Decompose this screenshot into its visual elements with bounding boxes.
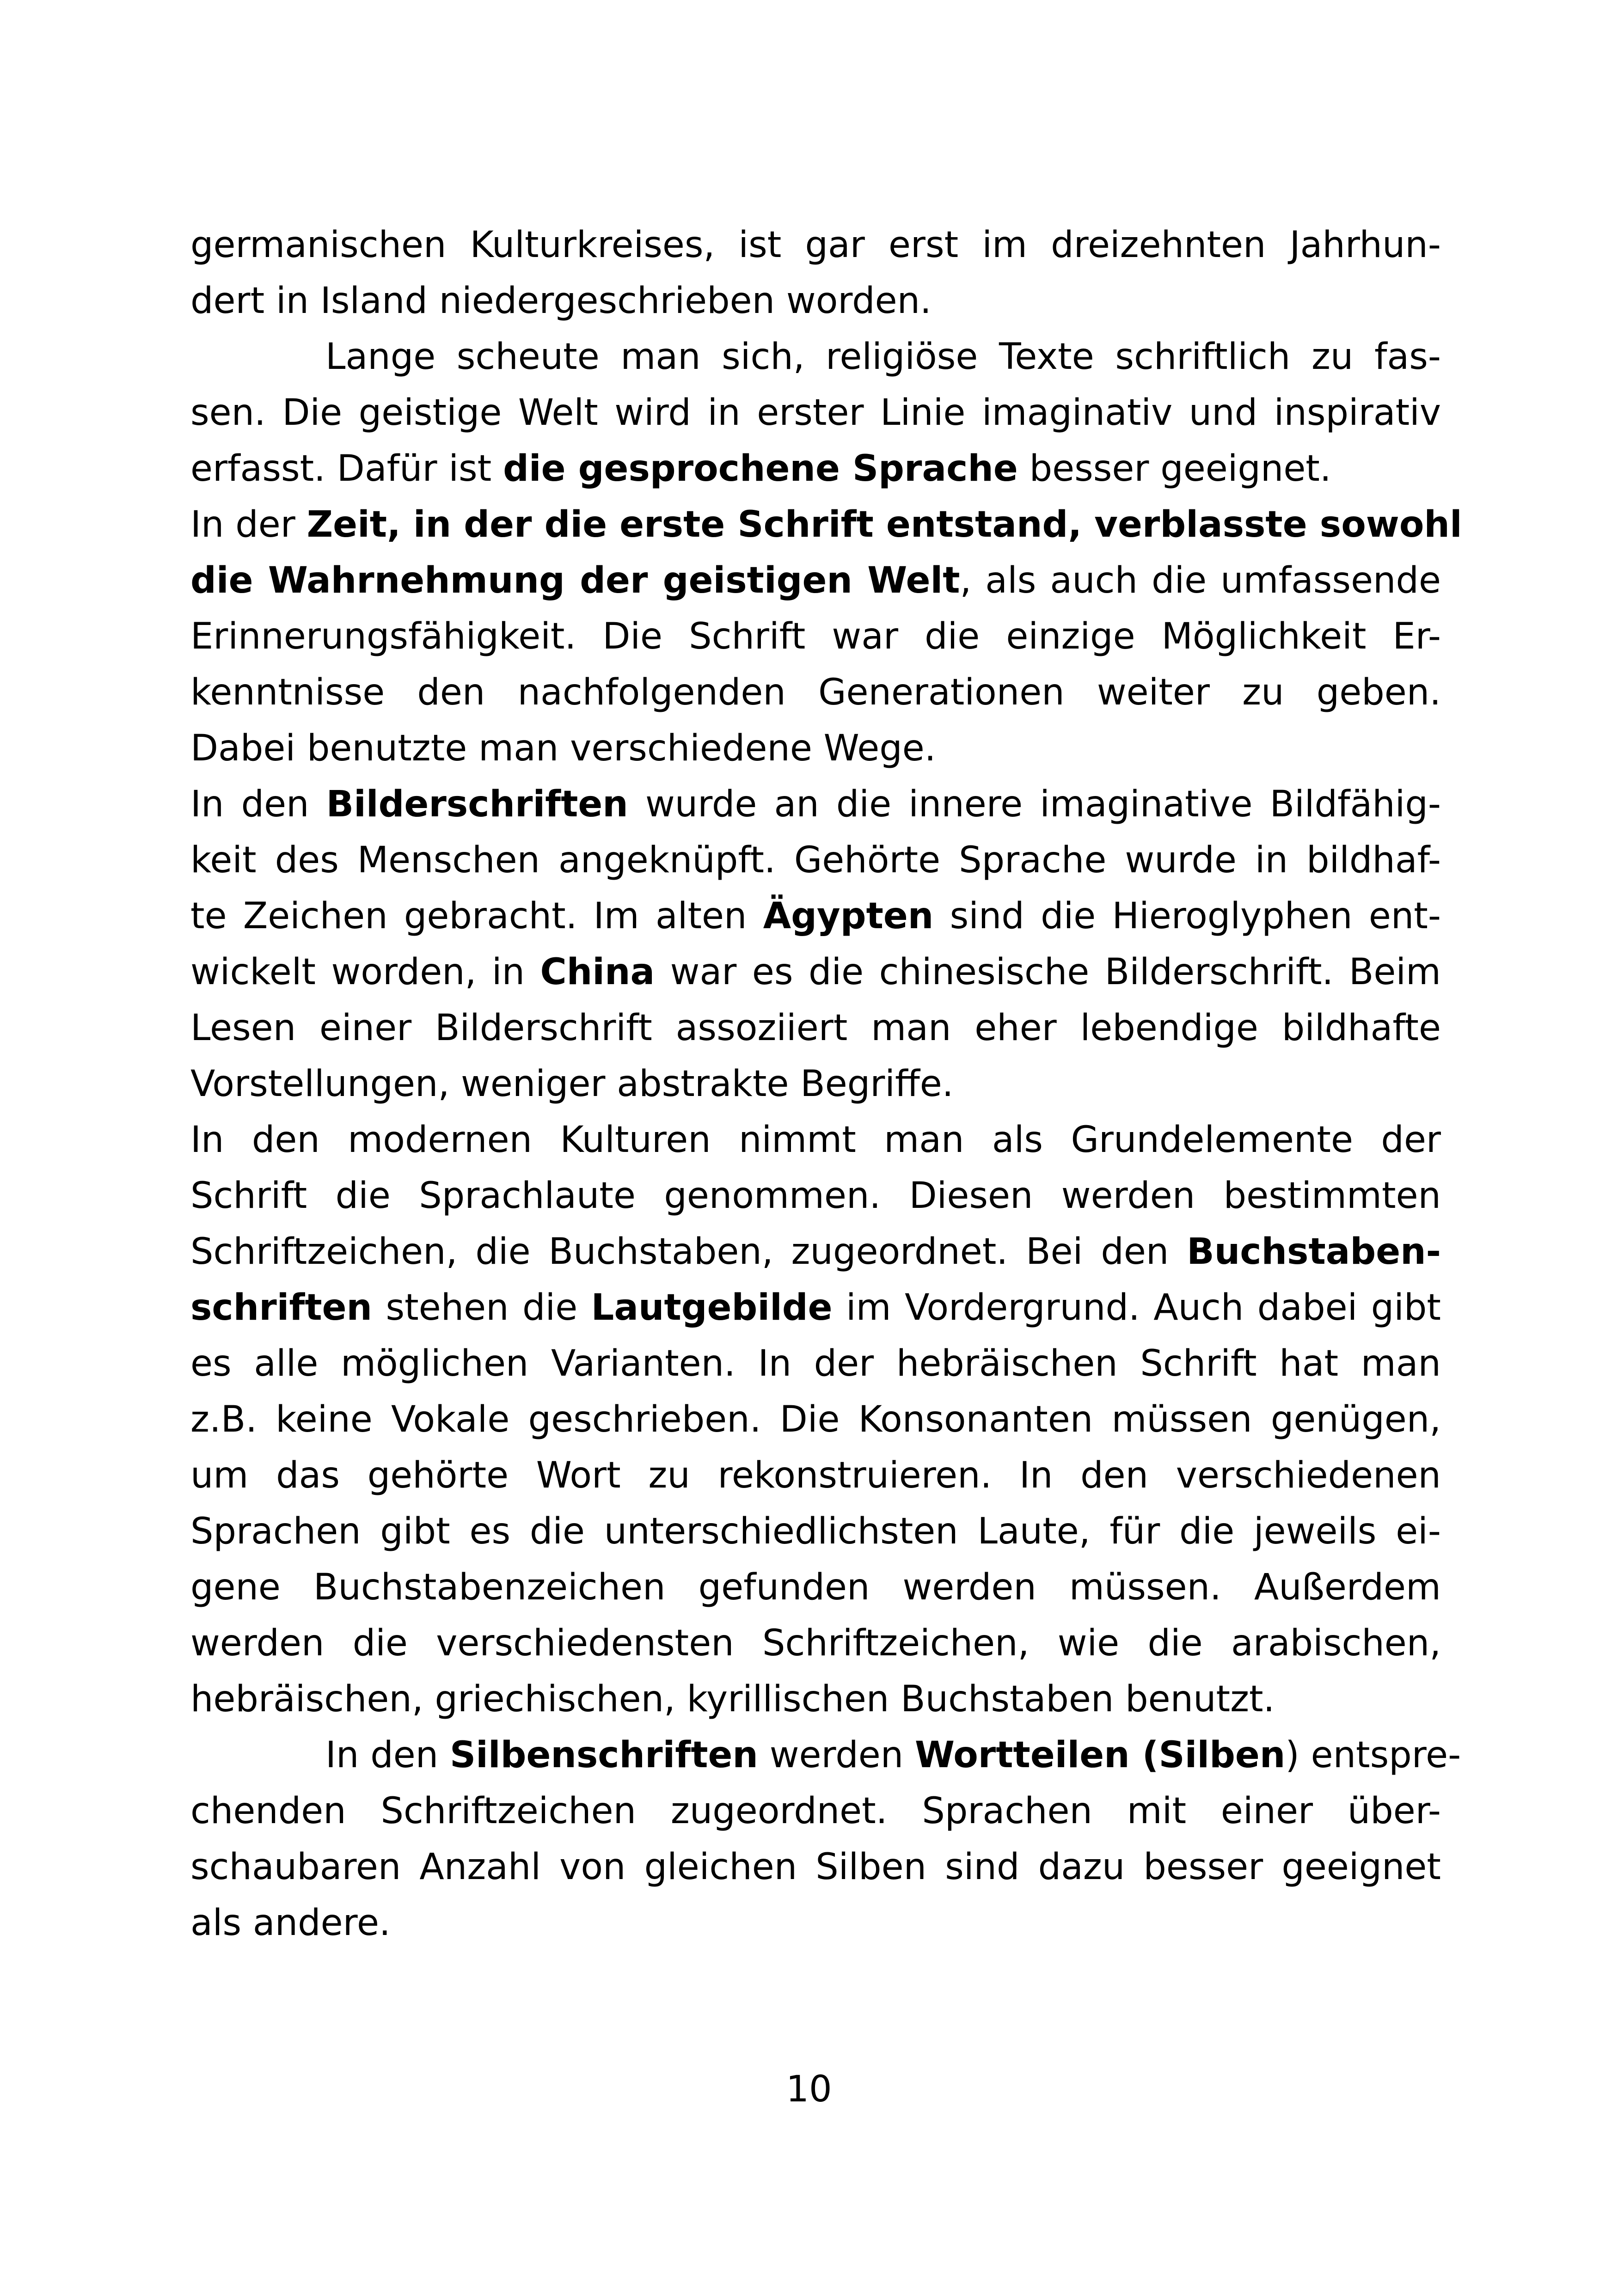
text-line: Dabei benutzte man verschiedene Wege. — [190, 728, 936, 769]
bold-phrase: Lautgebilde — [591, 1287, 833, 1329]
text-line: als andere. — [190, 1902, 391, 1944]
text-line: Sprachen gibt es die unterschiedlichsten Laute, für die jeweils ei- — [190, 1511, 1441, 1552]
text-line: Erinnerungsfähigkeit. Die Schrift war die einzige Möglichkeit Er- — [190, 616, 1441, 657]
text-line: chenden Schriftzeichen zugeordnet. Sprachen mit einer über- — [190, 1790, 1441, 1832]
text-line: werden die verschiedensten Schriftzeichen, wie die arabischen, — [190, 1623, 1441, 1664]
text-line: In der Zeit, in der die erste Schrift entstand, verblasste sowohl — [190, 504, 1462, 545]
text-line: In den modernen Kulturen nimmt man als Grundelemente der — [190, 1119, 1441, 1161]
text-line: dert in Island niedergeschrieben worden. — [190, 280, 932, 322]
bold-phrase: Ägypten — [763, 895, 934, 937]
bold-phrase: Wortteilen (Silben — [914, 1734, 1286, 1776]
text-line: Schrift die Sprachlaute genommen. Diesen werden bestimmten — [190, 1175, 1441, 1217]
text-line: schriften stehen die Lautgebilde im Vordergrund. Auch dabei gibt — [190, 1287, 1441, 1329]
text-line: um das gehörte Wort zu rekonstruieren. In den verschiedenen — [190, 1455, 1441, 1496]
bold-phrase: die Wahrnehmung der geistigen Welt — [190, 560, 960, 601]
bold-phrase: China — [540, 951, 655, 993]
text-line: Vorstellungen, weniger abstrakte Begriffe. — [190, 1063, 954, 1105]
text-line: Schriftzeichen, die Buchstaben, zugeordnet. Bei den Buchstaben- — [190, 1231, 1441, 1273]
bold-phrase: die gesprochene Sprache — [503, 448, 1018, 490]
text-line: Lange scheute man sich, religiöse Texte schriftlich zu fas- — [325, 336, 1441, 378]
bold-phrase: schriften — [190, 1287, 373, 1329]
text-line: kenntnisse den nachfolgenden Generationen weiter zu geben. — [190, 672, 1441, 713]
text-line: die Wahrnehmung der geistigen Welt, als auch die umfassende — [190, 560, 1441, 601]
text-line: In den Silbenschriften werden Wortteilen (Silben) entspre- — [325, 1734, 1461, 1776]
bold-phrase: Buchstaben- — [1187, 1231, 1441, 1273]
bold-phrase: Bilderschriften — [326, 784, 628, 825]
text-line: keit des Menschen angeknüpft. Gehörte Sprache wurde in bildhaf- — [190, 839, 1441, 881]
text-line: hebräischen, griechischen, kyrillischen Buchstaben benutzt. — [190, 1678, 1275, 1720]
text-line: Lesen einer Bilderschrift assoziiert man eher lebendige bildhafte — [190, 1007, 1441, 1049]
body-text — [190, 217, 1462, 1951]
text-line: germanischen Kulturkreises, ist gar erst im dreizehnten Jahrhun- — [190, 224, 1441, 266]
text-line: te Zeichen gebracht. Im alten Ägypten sind die Hieroglyphen ent- — [190, 895, 1441, 937]
text-line: gene Buchstabenzeichen gefunden werden müssen. Außerdem — [190, 1567, 1441, 1608]
text-line: erfasst. Dafür ist die gesprochene Sprache besser geeignet. — [190, 448, 1331, 490]
bold-phrase: Zeit, in der die erste Schrift entstand, verblasste sowohl — [306, 504, 1462, 545]
text-line: wickelt worden, in China war es die chinesische Bilderschrift. Beim — [190, 951, 1441, 993]
text-line: z.B. keine Vokale geschrieben. Die Konsonanten müssen genügen, — [190, 1399, 1441, 1440]
text-line: es alle möglichen Varianten. In der hebräischen Schrift hat man — [190, 1343, 1441, 1384]
text-line: schaubaren Anzahl von gleichen Silben sind dazu besser geeignet — [190, 1846, 1441, 1888]
text-line: In den Bilderschriften wurde an die innere imaginative Bildfähig- — [190, 784, 1441, 825]
bold-phrase: Silbenschriften — [449, 1734, 758, 1776]
text-line: sen. Die geistige Welt wird in erster Linie imaginativ und inspirativ — [190, 392, 1441, 434]
page-number: 10 — [786, 2069, 832, 2110]
